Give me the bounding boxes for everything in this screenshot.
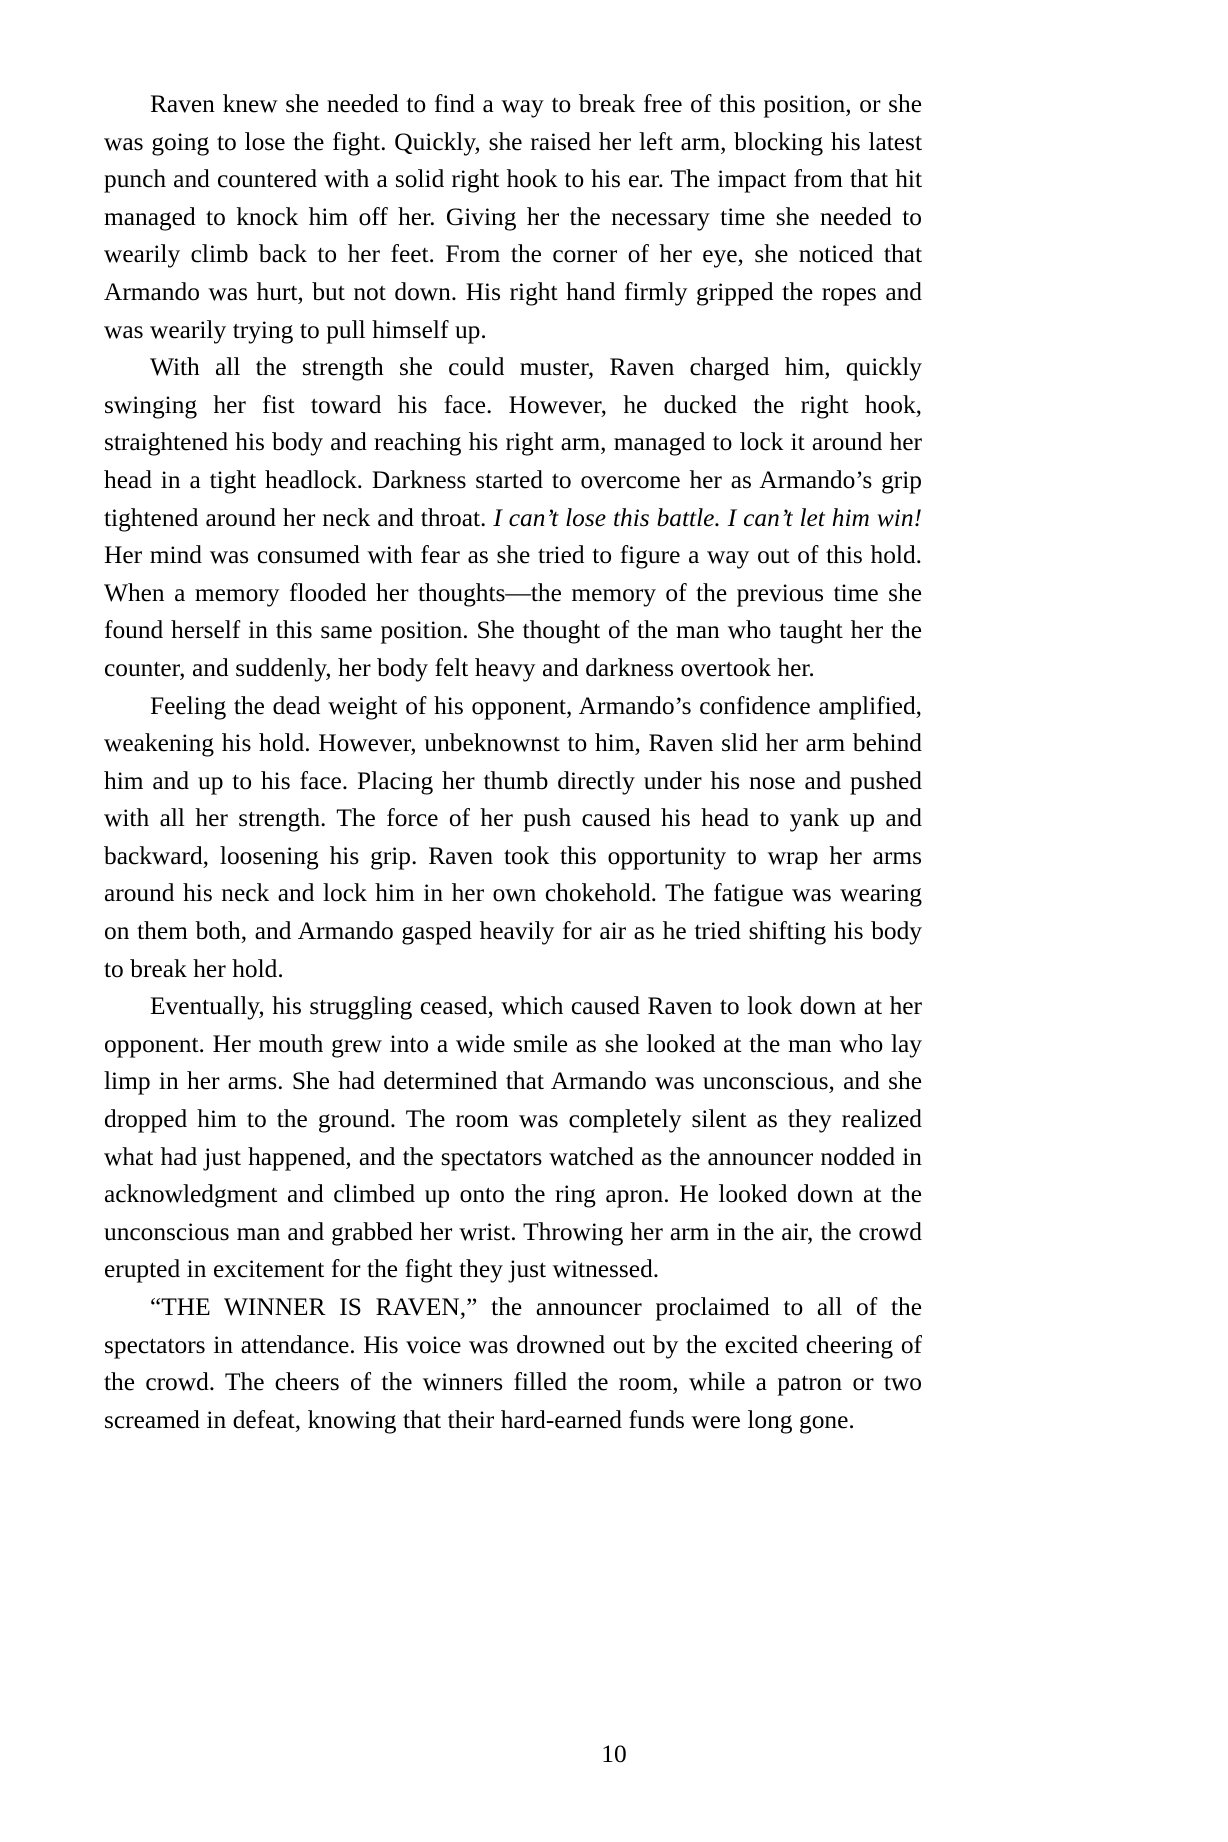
text-run: Raven knew she needed to find a way to break free of this position, or she was going to lose the fight. Quickly, she raised her left arm, blocking his latest punch and countered with a solid right hook to his ear. The impact from that hit managed to knock him off her. Giving her the necessary time she needed to wearily climb back to her feet. From the corner of her eye, she noticed that Armando was hurt, but not down. His right hand firmly gripped the ropes and was wearily trying to pull himself up.: [104, 90, 922, 344]
paragraph-3: [104, 688, 922, 989]
text-run: Eventually, his struggling ceased, which caused Raven to look down at her opponent. Her mouth grew into a wide smile as she looked at the man who lay limp in her arms. She had determined that Armando was unconscious, and she dropped him to the ground. The room was completely silent as they realized what had just happened, and the spectators watched as the announcer nodded in acknowledgment and climbed up onto the ring apron. He looked down at the unconscious man and grabbed her wrist. Throwing her arm in the air, the crowd erupted in excitement for the fight they just witnessed.: [104, 992, 922, 1284]
text-run: Feeling the dead weight of his opponent, Armando’s confidence amplified, weakening his hold. However, unbeknownst to him, Raven slid her arm behind him and up to his face. Placing her thumb directly under his nose and pushed with all her strength. The force of her push caused his head to yank up and backward, loosening his grip. Raven took this opportunity to wrap her arms around his neck and lock him in her own chokehold. The fatigue was wearing on them both, and Armando gasped heavily for air as he tried shifting his body to break her hold.: [104, 691, 922, 983]
page-text-body: [104, 86, 922, 1439]
paragraph-4: [104, 988, 922, 1289]
paragraph-5: [104, 1289, 922, 1439]
text-run: With all the strength she could muster, Raven charged him, quickly swinging her fist toward his face. However, he ducked the right hook, straightened his body and reaching his right arm, managed to lock it around her head in a tight headlock. Darkness started to overcome her as Armando’s grip tightened around her neck and throat.: [104, 353, 922, 532]
paragraph-1: [104, 86, 922, 349]
text-run: Her mind was consumed with fear as she tried to figure a way out of this hold. When a memory flooded her thoughts—the memory of the previous time she found herself in this same position. She thought of the man who taught her the counter, and suddenly, her body felt heavy and darkness overtook her.: [104, 541, 922, 682]
page-number: 10: [601, 1740, 627, 1768]
paragraph-2: [104, 349, 922, 687]
text-run: “THE WINNER IS RAVEN,” the announcer proclaimed to all of the spectators in attendance. His voice was drowned out by the excited cheering of the crowd. The cheers of the winners filled the room, while a patron or two screamed in defeat, knowing that their hard-earned funds were long gone.: [104, 1293, 922, 1434]
italic-text-run: I can’t lose this battle. I can’t let him win!: [493, 503, 922, 532]
